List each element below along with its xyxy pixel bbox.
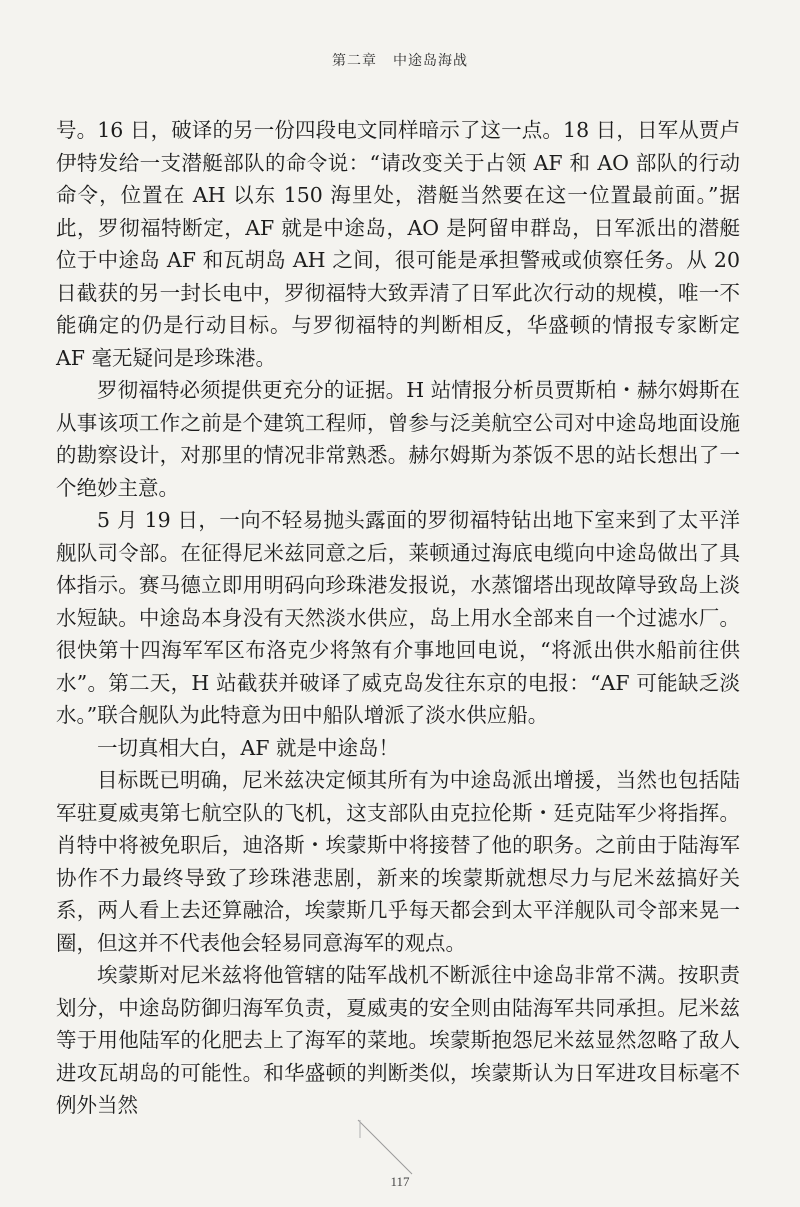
paragraph: 目标既已明确，尼米兹决定倾其所有为中途岛派出增援，当然也包括陆军驻夏威夷第七航空队的飞机，这支部队由克拉伦斯・廷克陆军少将指挥。肖特中将被免职后，迪洛斯・埃蒙斯中将接替了他的职务。之前由于陆海军协作不力最终导致了珍珠港悲剧，新来的埃蒙斯就想尽力与尼米兹搞好关系，两人看上去还算融洽，埃蒙斯几乎每天都会到太平洋舰队司令部来晃一圈，但这并不代表他会轻易同意海军的观点。: [56, 768, 740, 955]
paragraph: 一切真相大白，AF 就是中途岛！: [97, 735, 400, 760]
page-body: [56, 114, 740, 1122]
page-number: 117: [390, 1174, 410, 1189]
paragraph: 5 月 19 日，一向不轻易抛头露面的罗彻福特钻出地下室来到了太平洋舰队司令部。在征得尼米兹同意之后，莱顿通过海底电缆向中途岛做出了具体指示。赛马德立即用明码向珍珠港发报说，水蒸馏塔出现故障导致岛上淡水短缺。中途岛本身没有天然淡水供应，岛上用水全部来自一个过滤水厂。很快第十四海军军区布洛克少将煞有介事地回电说，“将派出供水船前往供水”。第二天，H 站截获并破译了威克岛发往东京的电报：“AF 可能缺乏淡水。”联合舰队为此特意为田中船队增派了淡水供应船。: [56, 508, 740, 727]
running-header: [0, 50, 800, 70]
paragraph: 埃蒙斯对尼米兹将他管辖的陆军战机不断派往中途岛非常不满。按职责划分，中途岛防御归海军负责，夏威夷的安全则由陆海军共同承担。尼米兹等于用他陆军的化肥去上了海军的菜地。埃蒙斯抱怨尼米兹显然忽略了敌人进攻瓦胡岛的可能性。和华盛顿的判断类似，埃蒙斯认为日军进攻目标毫不例外当然: [56, 963, 740, 1117]
page-corner-mark: [300, 1118, 420, 1178]
chapter-title: 中途岛海战: [393, 53, 468, 69]
paragraph: 罗彻福特必须提供更充分的证据。H 站情报分析员贾斯柏・赫尔姆斯在从事该项工作之前是个建筑工程师，曾参与泛美航空公司对中途岛地面设施的勘察设计，对那里的情况非常熟悉。赫尔姆斯为茶饭不思的站长想出了一个绝妙主意。: [56, 378, 740, 500]
paragraph: 号。16 日，破译的另一份四段电文同样暗示了这一点。18 日，日军从贾卢伊特发给一支潜艇部队的命令说：“请改变关于占领 AF 和 AO 部队的行动命令，位置在 AH 以东 150 海里处，潜艇当然要在这一位置最前面。”据此，罗彻福特断定，AF 就是中途岛，AO 是阿留申群岛，日军派出的潜艇位于中途岛 AF 和瓦胡岛 AH 之间，很可能是承担警戒或侦察任务。从 20 日截获的另一封长电中，罗彻福特大致弄清了日军此次行动的规模，唯一不能确定的仍是行动目标。与罗彻福特的判断相反，华盛顿的情报专家断定 AF 毫无疑问是珍珠港。: [56, 118, 740, 370]
chapter-label: 第二章: [332, 53, 377, 69]
